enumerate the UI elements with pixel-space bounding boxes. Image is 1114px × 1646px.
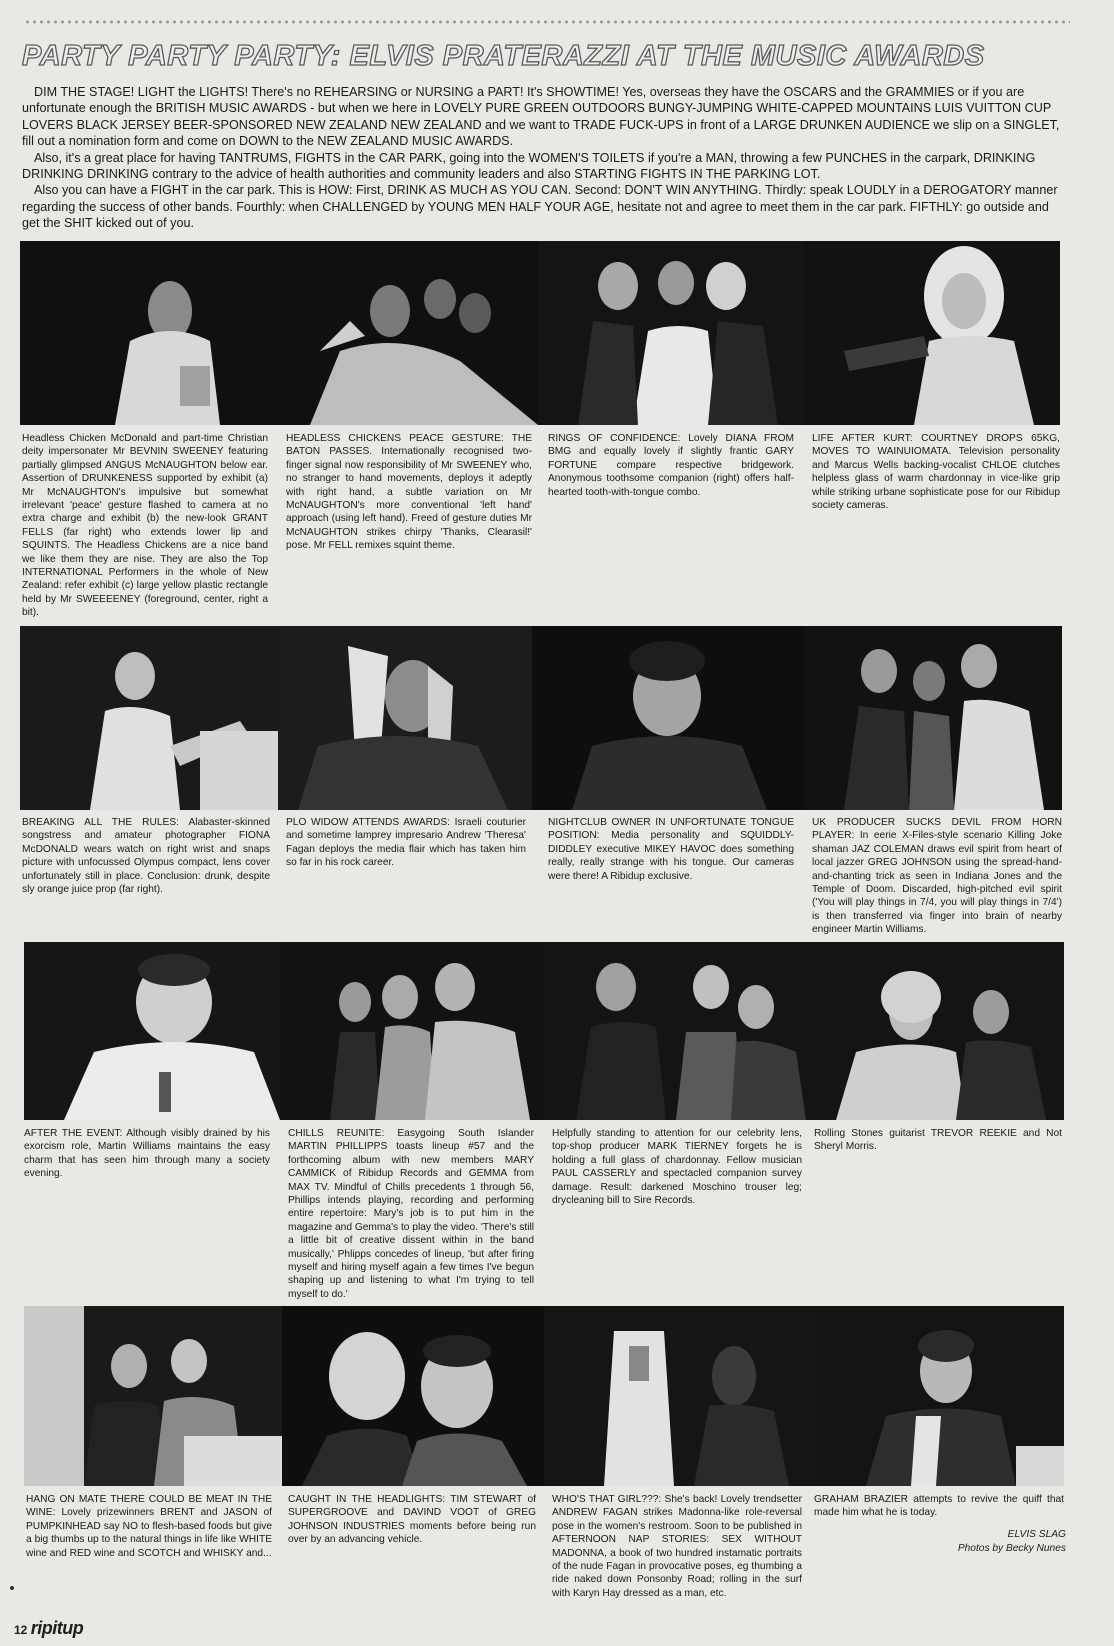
photo-mark-tierney — [546, 942, 816, 1120]
photo-credit: Photos by Becky Nunes — [957, 1543, 1066, 1554]
photo-who-s-that-girl — [544, 1306, 816, 1486]
intro-text — [22, 84, 1062, 232]
page-footer — [14, 1618, 83, 1639]
photo-mikey-havoc — [532, 626, 804, 810]
caption: NIGHTCLUB OWNER IN UNFORTUNATE TONGUE POSITION: Media personality and SQUIDDLY-DIDDLEY executive MIKEY HAVOC does something really, really strange with his tongue. Our cameras were there! A Ribidup exclusive. — [548, 817, 794, 882]
photo-fiona-mcdonald — [20, 626, 278, 810]
photo-image — [20, 626, 278, 810]
photo-image — [282, 1306, 544, 1486]
caption: AFTER THE EVENT: Although visibly drained by his exorcism role, Martin Williams maintains the easy charm that has seen him through many a society evening. — [24, 1128, 270, 1180]
photo-martin-williams — [24, 942, 280, 1120]
caption: GRAHAM BRAZIER attempts to revive the quiff that made him what he is today. — [814, 1494, 1064, 1519]
photo-image — [532, 626, 804, 810]
caption: Helpfully standing to attention for our celebrity lens, top-shop producer MARK TIERNEY forgets he is holding a full glass of chardonnay. Fellow musician PAUL CASSERLY and spectacled companion survey damage. Result: darkened Moschino trouser leg; drycleaning bill to Sire Records. — [552, 1128, 802, 1207]
photo-jaz-coleman — [804, 626, 1062, 810]
caption: CAUGHT IN THE HEADLIGHTS: TIM STEWART of SUPERGROOVE and DAVIND VOOT of GREG JOHNSON INDUSTRIES moments before being run over by an advancing vehicle. — [288, 1494, 536, 1546]
intro-paragraph: Also, it's a great place for having TANTRUMS, FIGHTS in the CAR PARK, going into the WOMEN'S TOILETS if you're a MAN, throwing a few PUNCHES in the carpark, DRINKING DRINKING DRINKING contrary to the advice of health authorities and community leaders and also STARTING FIGHTS IN THE PARKING LOT. — [22, 150, 1036, 182]
intro-paragraph: Also you can have a FIGHT in the car park. This is HOW: First, DRINK AS MUCH AS YOU CAN. Second: DON'T WIN ANYTHING. Thirdly: speak LOUDLY in a DEROGATORY manner regarding the success of other bands. Fourthly: when CHALLENGED by YOUNG MEN HALF YOUR AGE, hesitate not and agree to meet them in the car park. FIFTHLY: go outside and get the SHIT kicked out of you. — [22, 183, 1058, 231]
caption: Rolling Stones guitarist TREVOR REEKIE and Not Sheryl Morris. — [814, 1128, 1062, 1153]
page-headline: PARTY PARTY PARTY: ELVIS PRATERAZZI AT THE MUSIC AWARDS — [22, 40, 985, 72]
margin-dot — [10, 1586, 14, 1590]
caption: RINGS OF CONFIDENCE: Lovely DIANA FROM BMG and equally lovely if slightly frantic GARY FORTUNE compare respective bridgework. Anonymous toothsome companion (right) offers half-hearted tooth-with-tongue combo. — [548, 433, 794, 498]
dotted-rule — [24, 18, 1070, 26]
photo-graham-brazier — [816, 1306, 1064, 1486]
photo-tim-stewart — [282, 1306, 544, 1486]
photo-chills — [280, 942, 546, 1120]
photo-image — [278, 626, 532, 810]
caption: UK PRODUCER SUCKS DEVIL FROM HORN PLAYER: In eerie X-Files-style scenario Killing Joke shaman JAZ COLEMAN draws evil spirit from heart of local jazzer GREG JOHNSON using the spread-hand-and-chanting trick as seen in Indiana Jones and the Temple of Doom. Discarded, high-pitched evil spirit ('You will play things in 7/4, you will play things in 7/4') is then transferred via finger into brain of nearby engineer Martin Williams. — [812, 817, 1062, 936]
caption: HANG ON MATE THERE COULD BE MEAT IN THE WINE: Lovely prizewinners BRENT and JASON of PUMPKINHEAD say NO to flesh-based foods but give a big thumbs up to the natural things in life like WHITE wine and RED wine and SCOTCH and WHISKY and... — [26, 1494, 272, 1559]
photo-headless-chickens — [20, 241, 538, 425]
caption: PLO WIDOW ATTENDS AWARDS: Israeli couturier and sometime lamprey impresario Andrew 'Theresa' Fagan deploys the media flair which has taken him so far in his rock career. — [286, 817, 526, 869]
photo-chloe — [804, 241, 1060, 425]
photo-image — [546, 942, 816, 1120]
photo-pumpkinhead — [24, 1306, 282, 1486]
caption: LIFE AFTER KURT: COURTNEY DROPS 65KG, MOVES TO WAINUIOMATA. Television personality and Marcus Wells backing-vocalist CHLOE clutches helpless glass of warm chardonnay in vice-like grip while striking urbane sophisticate pose for our Ribidup society cameras. — [812, 433, 1060, 512]
photo-image — [538, 241, 804, 425]
caption: CHILLS REUNITE: Easygoing South Islander MARTIN PHILLIPPS toasts lineup #57 and the forthcoming album with new members MARY CAMMICK of Ribidup Records and GEMMA from MAX TV. Mindful of Chills precedents 1 through 56, Phillips intends playing, recording and performing entire repertoire: Mary's job is to put him in the magazine and Gemma's to play the video. 'There's still a little bit of creative dissent within in the band musically,' Phlipps concedes of lineup, 'but after firing myself and hiring myself again a few times I've begun shaping up and listening to what I'm trying to tell myself to do.' — [288, 1128, 534, 1300]
photo-trevor-reekie — [816, 942, 1064, 1120]
photo-image — [24, 1306, 282, 1486]
caption: WHO'S THAT GIRL???: She's back! Lovely trendsetter ANDREW FAGAN strikes Madonna-like role-reversal pose in the women's restroom. Soon to be published in AFTERNOON NAP STORIES: SEX WITHOUT MADONNA, a book of two hundred instamatic portraits of the nude Fagan in provocative poses, eg thumbing a ride naked down Ponsonby Road; rolling in the surf with Karyn Hay dressed as a man, etc. — [552, 1494, 802, 1599]
caption: BREAKING ALL THE RULES: Alabaster-skinned songstress and amateur photographer FIONA McDONALD wears watch on right wrist and snaps picture with unfocussed Olympus compact, lens cover unfortunately still in place. Conclusion: drunk, despite sly orange juice prop (far right). — [22, 817, 270, 896]
page-number: 12 — [14, 1623, 28, 1637]
photo-image — [544, 1306, 816, 1486]
photo-image — [816, 942, 1064, 1120]
byline — [810, 1528, 1066, 1556]
caption: Headless Chicken McDonald and part-time Christian deity impersonater Mr BEVNIN SWEENEY featuring partially glimpsed ANGUS McNAUGHTON below ear. Assertion of DRUNKENESS supported by exhibit (a) Mr McNAUGHTON's impulsive but somewhat irrelevant 'peace' gesture flashed to camera at no extra charge and exhibit (b) the new-look GRANT FELLS (far right) who extends lower lip and SQUINTS. The Headless Chickens are a nice band we like them they are nise. They are also the Top INTERNATIONAL Performers in the whole of New Zealand: refer exhibit (c) large yellow plastic rectangle held by Mr SWEEEENEY (foreground, center, right a bit). — [22, 433, 268, 619]
photo-image — [816, 1306, 1064, 1486]
masthead-logo: ripitup — [30, 1618, 84, 1638]
photo-image — [20, 241, 538, 425]
photo-image — [804, 241, 1060, 425]
caption: HEADLESS CHICKENS PEACE GESTURE: THE BATON PASSES. Internationally recognised two-finger signal now responsibility of Mr SWEENEY who, no stranger to hand movements, deploys it adeptly with right hand, a subtle variation on Mr McNAUGHTON's more conventional 'left hand' approach (using left hand). Freed of gesture duties Mr McNAUGHTON strikes chirpy 'Thanks, Clearasil!' pose. Mr FELL remixes squint theme. — [286, 433, 532, 552]
photo-image — [280, 942, 546, 1120]
author-credit: ELVIS SLAG — [1007, 1529, 1066, 1540]
photo-image — [804, 626, 1062, 810]
photo-andrew-fagan — [278, 626, 532, 810]
photo-rings-of-confidence — [538, 241, 804, 425]
intro-paragraph: DIM THE STAGE! LIGHT the LIGHTS! There's no REHEARSING or NURSING a PART! It's SHOWTIME! Yes, overseas they have the OSCARS and the GRAMMIES or if you are unfortunate enough the BRITISH MUSIC AWARDS - but when we here in LOVELY PURE GREEN OUTDOORS BUNGY-JUMPING WHITE-CAPPED MOUNTAINS LUIS VUITTON CUP LOVERS BLACK JERSEY BEER-SPONSORED NEW ZEALAND NEW ZEALAND and we want to TRADE FUCK-UPS in front of a LARGE DRUNKEN AUDIENCE we slip on a SINGLET, fill out a nomination form and come on DOWN to the NEW ZEALAND MUSIC AWARDS. — [22, 85, 1060, 149]
photo-image — [24, 942, 280, 1120]
